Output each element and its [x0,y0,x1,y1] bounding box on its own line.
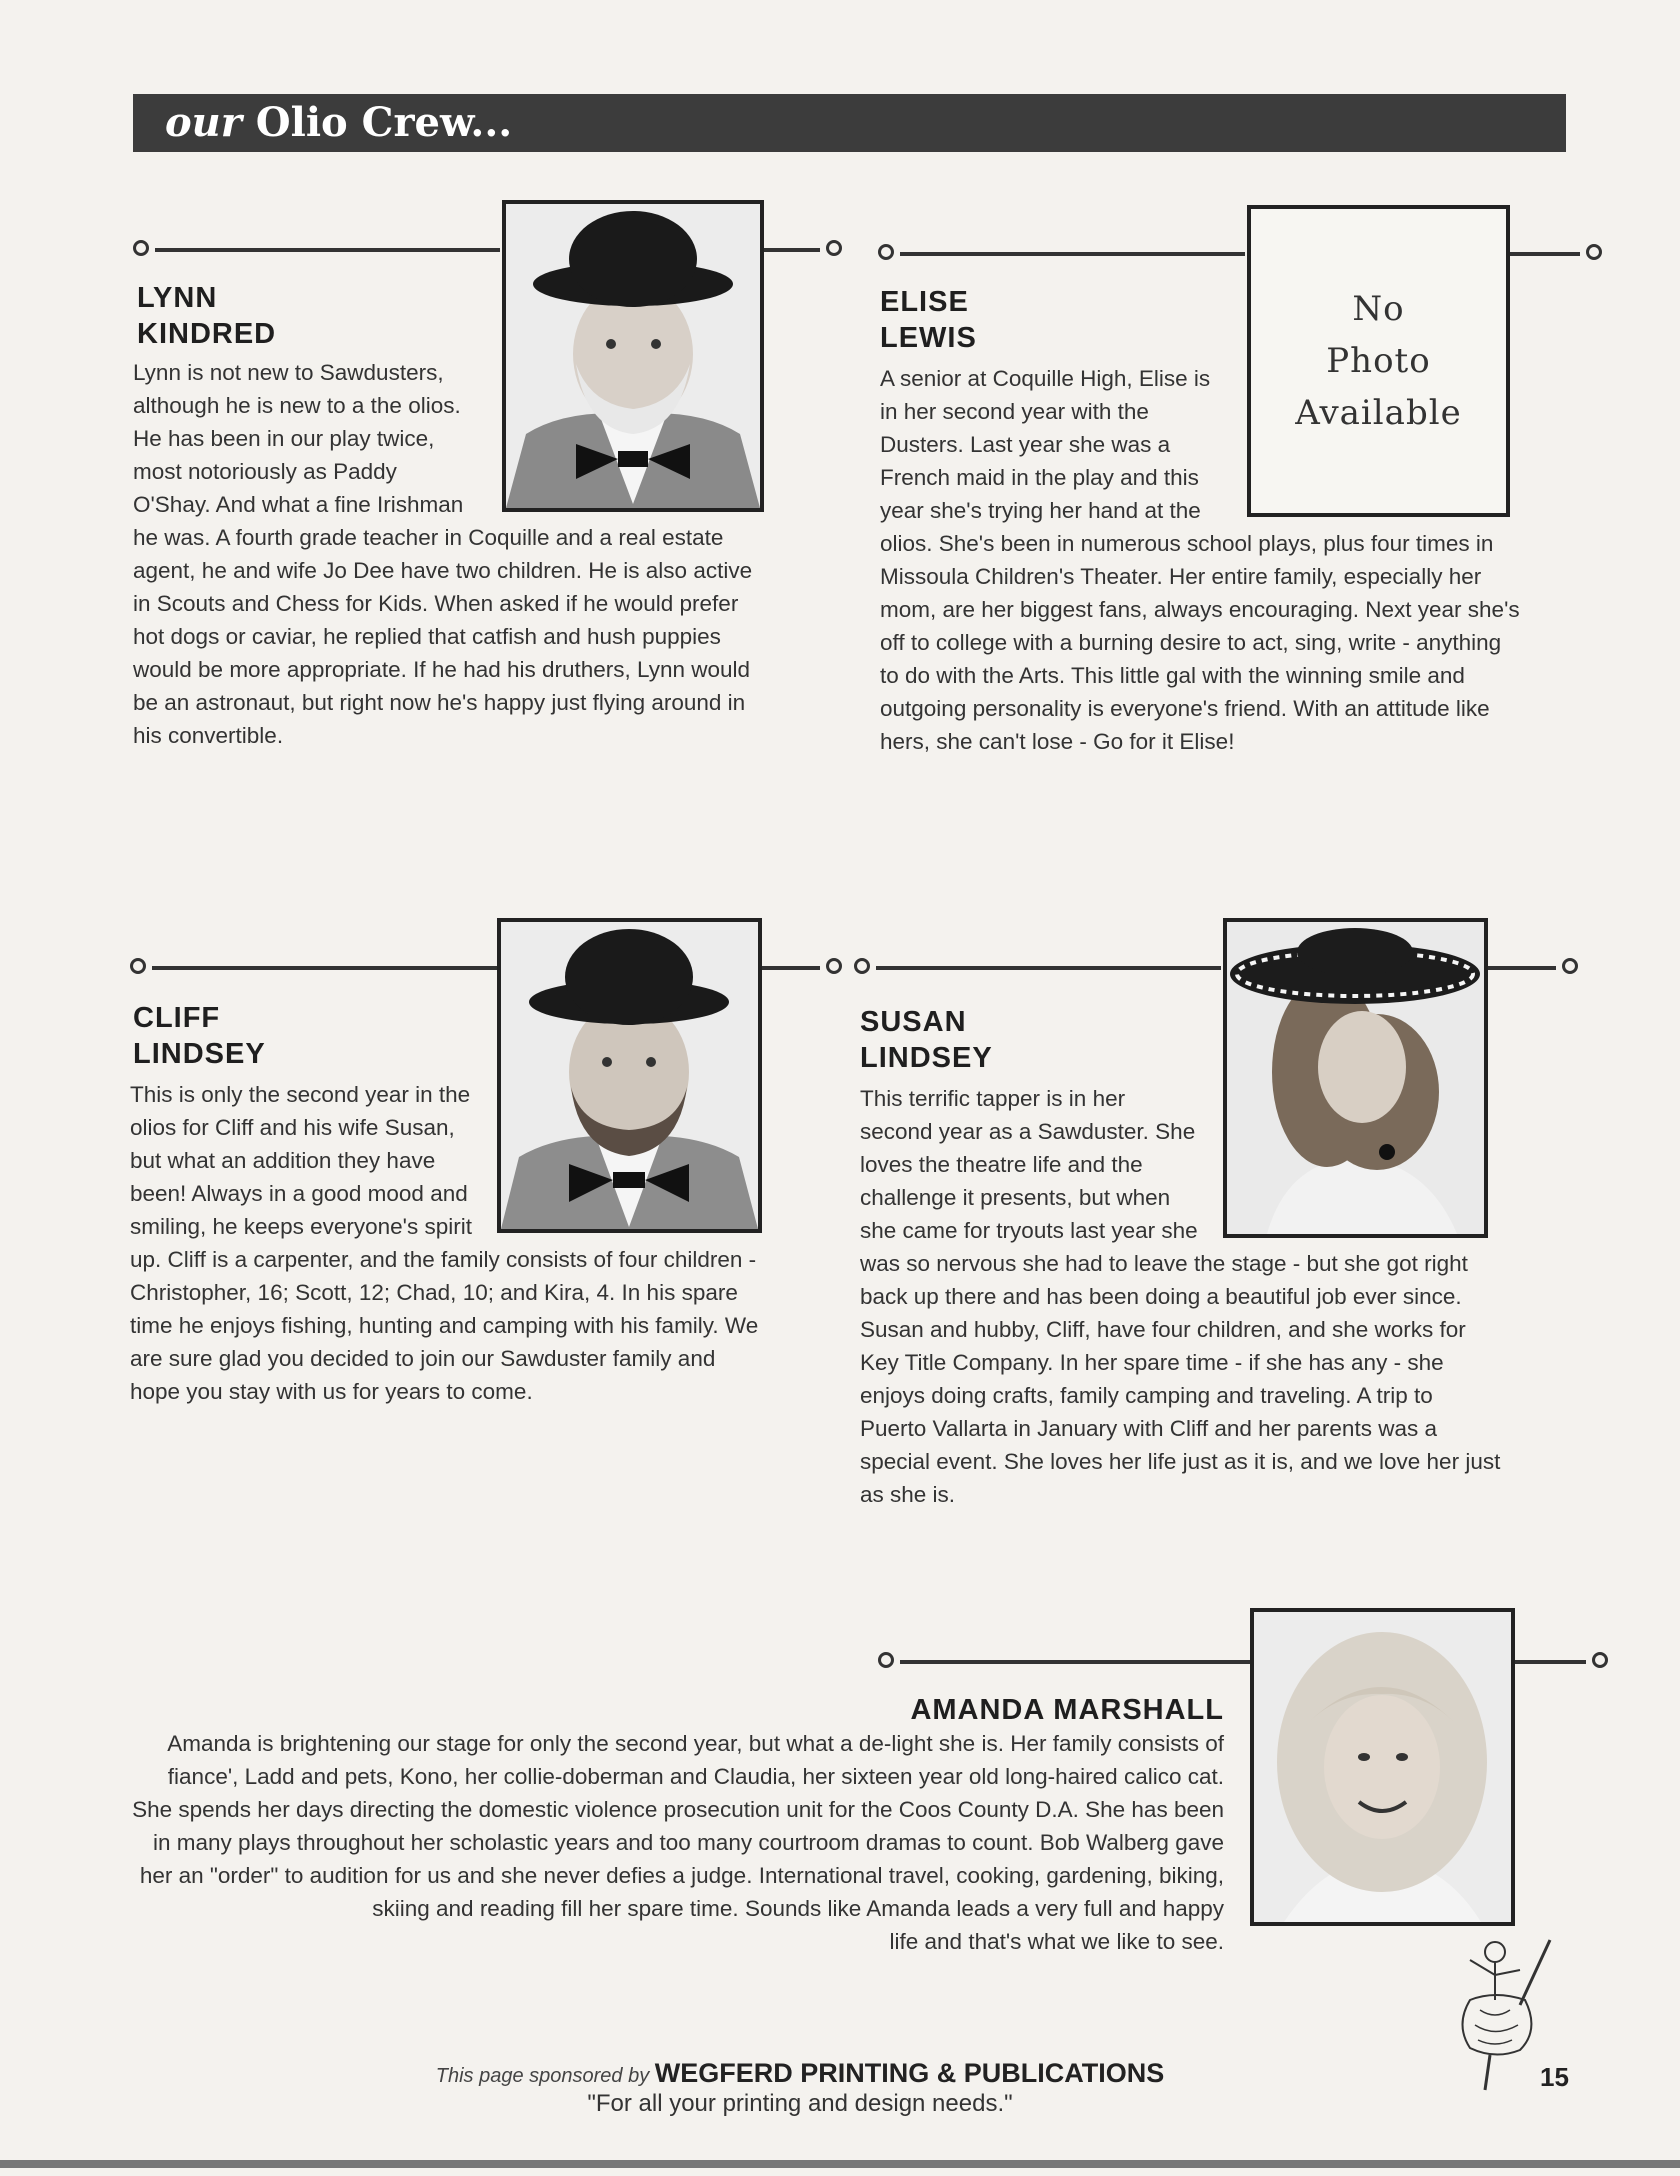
member-name: AMANDA MARSHALL [910,1694,1224,1726]
portrait-amanda-marshall [1254,1612,1511,1922]
bio-line: be an astronaut, but right now he's happy just flying around in [133,690,746,715]
bio-line: up. Cliff is a carpenter, and the family consists of four children - [130,1247,757,1272]
bio-line: off to college with a burning desire to act, sing, write - anything [880,630,1502,655]
bio-line: year she's trying her hand at the [880,498,1201,523]
bio-line: in her second year with the [880,399,1149,424]
bio-line: she came for tryouts last year she [860,1218,1198,1243]
curtain-rod-ornament [876,966,1221,970]
name-line-2: LINDSEY [860,1042,993,1074]
sponsor-tagline: "For all your printing and design needs." [587,2090,1013,2117]
bio-line: O'Shay. And what a fine Irishman [133,492,464,517]
member-name [137,280,276,352]
bottom-border [0,2160,1680,2168]
member-bio [130,1078,758,1408]
bio-line: This is only the second year in the [130,1082,471,1107]
bio-line: olios for Cliff and his wife Susan, [130,1115,455,1140]
bio-line: most notoriously as Paddy [133,459,397,484]
bio-line: time he enjoys fishing, hunting and camping with his family. We [130,1313,759,1338]
bio-line: mom, are her biggest fans, always encouraging. Next year she's [880,597,1520,622]
bio-line: special event. She loves her life just as it is, and we love her just [860,1449,1501,1474]
no-photo-text: Available [1295,393,1462,433]
bio-line: This terrific tapper is in her [860,1086,1126,1111]
bio-line: Lynn is not new to Sawdusters, [133,360,444,385]
member-name [133,1000,266,1072]
bio-line: French maid in the play and this [880,465,1199,490]
sponsor-label: This page sponsored by [435,2065,650,2087]
bio-line: Christopher, 16; Scott, 12; Chad, 10; and Kira, 4. In his spare [130,1280,738,1305]
member-bio [860,1082,1500,1511]
curtain-rod-ornament [1488,966,1556,970]
bio-line: Amanda is brightening our stage for only the second year, but what a de-light she is. Her family consists of [167,1731,1224,1756]
no-photo-text: Photo [1326,341,1431,381]
bio-line: her an "order" to audition for us and she never defies a judge. International travel, cooking, gardening, biking, [139,1863,1224,1888]
bio-line: back up there and has been doing a beautiful job ever since. [860,1284,1462,1309]
bio-line: outgoing personality is everyone's friend. With an attitude like [880,696,1490,721]
curtain-rod-ornament [760,966,820,970]
bio-line: enjoys doing crafts, family camping and traveling. A trip to [860,1383,1433,1408]
name-line-1: ELISE [880,286,969,318]
bio-line: He has been in our play twice, [133,426,435,451]
bio-line: hope you stay with us for years to come. [130,1379,533,1404]
bio-line: olios. She's been in numerous school plays, plus four times in [880,531,1494,556]
curtain-rod-ornament [1514,1660,1586,1664]
page-number: 15 [1540,2062,1569,2092]
bio-line: although he is new to a the olios. [133,393,461,418]
bio-line: Puerto Vallarta in January with Cliff and her parents was a [860,1416,1437,1441]
curtain-rod-ornament [152,966,497,970]
bio-line: Dusters. Last year she was a [880,432,1171,457]
section-header [133,94,1566,152]
curtain-rod-ornament [155,248,500,252]
sponsor-line [300,2058,1300,2089]
curtain-rod-ornament [900,252,1245,256]
bio-line: to do with the Arts. This little gal with the winning smile and [880,663,1465,688]
bio-line: hers, she can't lose - Go for it Elise! [880,729,1235,754]
curtain-rod-ornament [1508,252,1580,256]
portrait-photo [1250,1608,1515,1926]
member-name [880,284,977,356]
bio-line: in many plays throughout her scholastic years and too many courtroom dramas to count. Bob Walberg gave [153,1830,1224,1855]
bio-line: was so nervous she had to leave the stage - but she got right [860,1251,1468,1276]
bio-line: are sure glad you decided to join our Sawduster family and [130,1346,716,1371]
bio-line: in Scouts and Chess for Kids. When asked if he would prefer [133,591,739,616]
bio-line: Susan and hubby, Cliff, have four children, and she works for [860,1317,1466,1342]
header-prefix: our [165,99,242,146]
member-bio [880,362,1520,758]
bio-line: been! Always in a good mood and [130,1181,468,1206]
bio-line: skiing and reading fill her spare time. Sounds like Amanda leads a very full and happy [372,1896,1224,1921]
no-photo-text: No [1352,289,1405,329]
bio-line: his convertible. [133,723,284,748]
bio-line: loves the theatre life and the [860,1152,1143,1177]
bio-line: second year as a Sawduster. She [860,1119,1196,1144]
bio-line: would be more appropriate. If he had his druthers, Lynn would [133,657,751,682]
bio-line: A senior at Coquille High, Elise is [880,366,1211,391]
bio-line: She spends her days directing the domestic violence prosecution unit for the Coos County D.A. She has been [132,1797,1224,1822]
member-name [860,1004,993,1076]
bio-line: fiance', Ladd and pets, Kono, her collie-doberman and Claudia, her sixteen year old long-haired calico cat. [167,1764,1224,1789]
name-line-2: KINDRED [137,318,277,350]
bio-line: but what an addition they have [130,1148,436,1173]
name-line-1: SUSAN [860,1006,967,1038]
sponsor-company: WEGFERD PRINTING & PUBLICATIONS [654,2058,1165,2088]
bio-line: life and that's what we like to see. [889,1929,1224,1954]
name-line-2: LEWIS [880,322,977,354]
member-bio [133,356,752,752]
bio-line: Missoula Children's Theater. Her entire family, especially her [880,564,1482,589]
bio-line: Key Title Company. In her spare time - if she has any - she [860,1350,1444,1375]
curtain-rod-ornament [762,248,820,252]
bio-line: agent, he and wife Jo Dee have two children. He is also active [133,558,753,583]
curtain-rod-ornament [900,1660,1250,1664]
header-title: Olio Crew... [255,99,513,146]
member-bio [130,1727,1224,1958]
bio-line: smiling, he keeps everyone's spirit [130,1214,472,1239]
name-line-1: CLIFF [133,1002,221,1034]
bio-line: hot dogs or caviar, he replied that catfish and hush puppies [133,624,721,649]
name-line-2: LINDSEY [133,1038,266,1070]
bio-line: he was. A fourth grade teacher in Coquille and a real estate [133,525,724,550]
bio-line: as she is. [860,1482,956,1507]
bio-line: challenge it presents, but when [860,1185,1171,1210]
name-line-1: LYNN [137,282,218,314]
